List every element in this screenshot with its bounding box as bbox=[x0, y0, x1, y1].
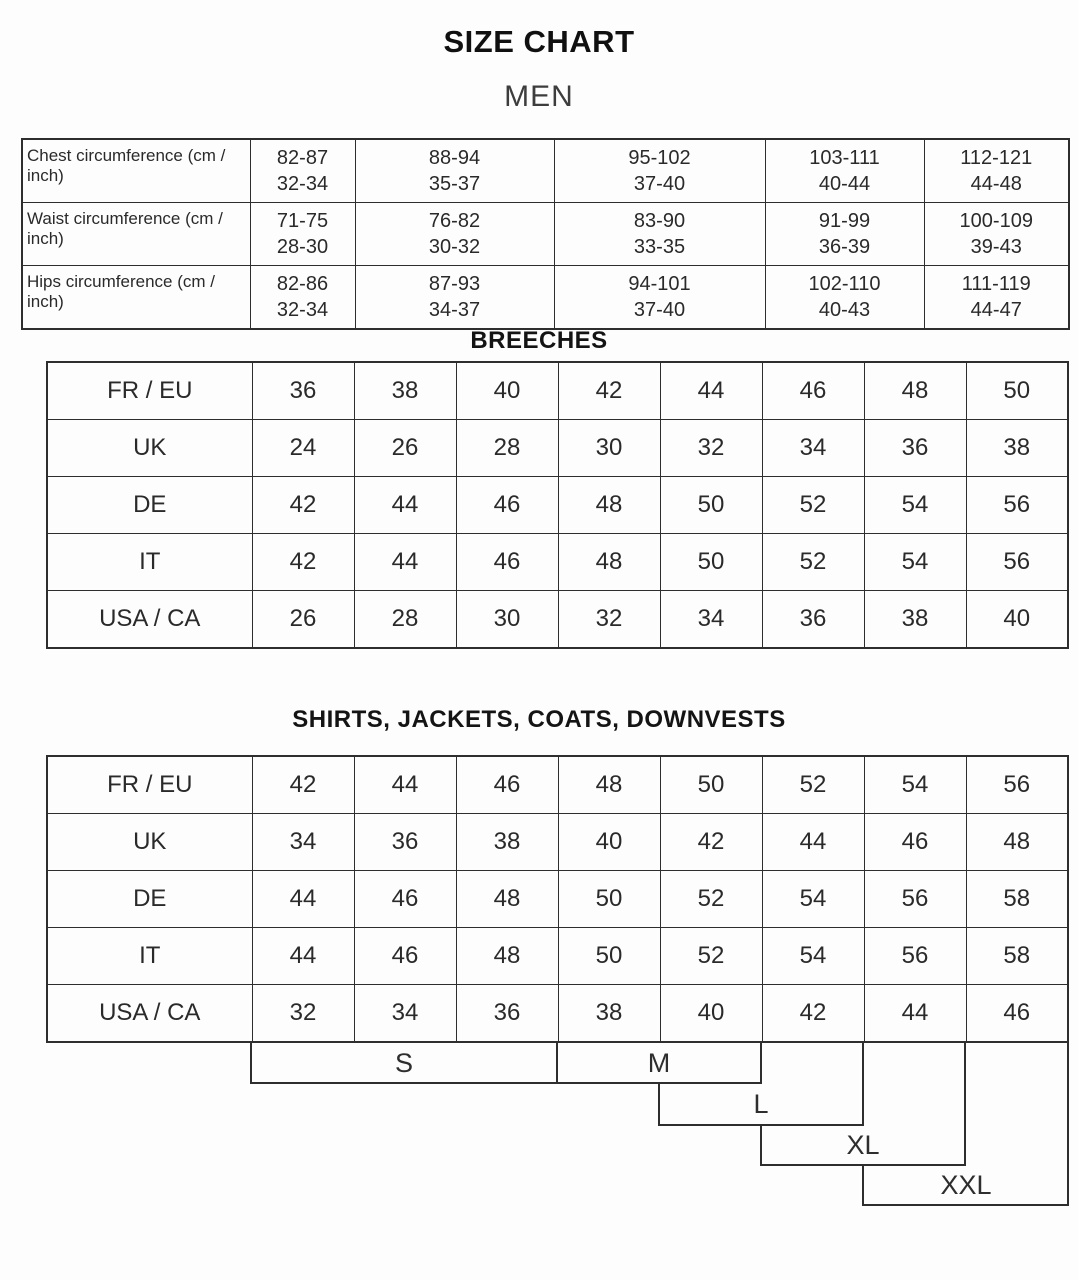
table-cell: 58 bbox=[966, 871, 1068, 928]
table-row bbox=[22, 139, 1069, 203]
table-cell: 46 bbox=[864, 814, 966, 871]
table-cell: 48 bbox=[558, 534, 660, 591]
table-cell: 112-121 44-48 bbox=[924, 139, 1069, 203]
row-label: IT bbox=[47, 928, 252, 985]
table-cell: 38 bbox=[354, 362, 456, 420]
table-cell: 91-99 36-39 bbox=[765, 203, 924, 266]
row-label: DE bbox=[47, 477, 252, 534]
page-subtitle: MEN bbox=[504, 80, 574, 113]
size-band-s-box bbox=[251, 1043, 557, 1083]
table-cell: 38 bbox=[966, 420, 1068, 477]
table-cell: 46 bbox=[762, 362, 864, 420]
table-cell: 24 bbox=[252, 420, 354, 477]
table-cell: 46 bbox=[456, 756, 558, 814]
table-cell: 52 bbox=[660, 928, 762, 985]
table-cell: 56 bbox=[966, 477, 1068, 534]
table-cell: 56 bbox=[966, 756, 1068, 814]
table-cell: 88-94 35-37 bbox=[355, 139, 554, 203]
table-cell: 103-111 40-44 bbox=[765, 139, 924, 203]
table-cell: 50 bbox=[660, 534, 762, 591]
table-cell: 56 bbox=[966, 534, 1068, 591]
table-row bbox=[47, 420, 1068, 477]
size-band-label-xxl: XXL bbox=[940, 1170, 992, 1200]
table-cell: 40 bbox=[456, 362, 558, 420]
table-cell: 71-75 28-30 bbox=[250, 203, 355, 266]
table-row bbox=[22, 203, 1069, 266]
row-label: USA / CA bbox=[47, 591, 252, 649]
table-cell: 48 bbox=[966, 814, 1068, 871]
table-cell: 48 bbox=[456, 871, 558, 928]
row-label: IT bbox=[47, 534, 252, 591]
table-cell: 58 bbox=[966, 928, 1068, 985]
table-cell: 26 bbox=[252, 591, 354, 649]
table-cell: 42 bbox=[762, 985, 864, 1043]
table-row bbox=[47, 756, 1068, 814]
table-cell: 56 bbox=[864, 928, 966, 985]
table-cell: 44 bbox=[354, 477, 456, 534]
shirts-heading: SHIRTS, JACKETS, COATS, DOWNVESTS bbox=[292, 706, 786, 733]
row-label: DE bbox=[47, 871, 252, 928]
shirts-table bbox=[46, 755, 1069, 1043]
table-cell: 34 bbox=[762, 420, 864, 477]
breeches-heading: BREECHES bbox=[470, 327, 608, 354]
table-cell: 54 bbox=[864, 477, 966, 534]
table-cell: 40 bbox=[966, 591, 1068, 649]
table-cell: 46 bbox=[456, 477, 558, 534]
table-cell: 28 bbox=[354, 591, 456, 649]
measurements-table bbox=[21, 138, 1070, 330]
table-cell: 52 bbox=[762, 477, 864, 534]
table-cell: 87-93 34-37 bbox=[355, 266, 554, 330]
table-cell: 50 bbox=[660, 756, 762, 814]
table-cell: 42 bbox=[660, 814, 762, 871]
table-cell: 44 bbox=[252, 928, 354, 985]
table-cell: 82-87 32-34 bbox=[250, 139, 355, 203]
table-cell: 48 bbox=[864, 362, 966, 420]
table-cell: 42 bbox=[252, 534, 354, 591]
table-cell: 36 bbox=[762, 591, 864, 649]
row-label: FR / EU bbox=[47, 362, 252, 420]
table-cell: 38 bbox=[456, 814, 558, 871]
table-cell: 50 bbox=[660, 477, 762, 534]
table-cell: 95-102 37-40 bbox=[554, 139, 765, 203]
table-cell: 42 bbox=[558, 362, 660, 420]
table-cell: 44 bbox=[354, 756, 456, 814]
table-cell: 34 bbox=[252, 814, 354, 871]
row-label: Waist circumference (cm / inch) bbox=[22, 203, 250, 266]
table-cell: 54 bbox=[762, 871, 864, 928]
table-row bbox=[47, 928, 1068, 985]
measurements-table-body bbox=[22, 139, 1069, 329]
size-band-m-box bbox=[557, 1043, 761, 1083]
table-cell: 28 bbox=[456, 420, 558, 477]
table-cell: 32 bbox=[660, 420, 762, 477]
table-row bbox=[47, 591, 1068, 649]
table-cell: 54 bbox=[864, 756, 966, 814]
breeches-table bbox=[46, 361, 1069, 649]
table-cell: 34 bbox=[354, 985, 456, 1043]
table-row bbox=[47, 477, 1068, 534]
table-cell: 44 bbox=[252, 871, 354, 928]
table-cell: 42 bbox=[252, 756, 354, 814]
row-label: FR / EU bbox=[47, 756, 252, 814]
table-cell: 102-110 40-43 bbox=[765, 266, 924, 330]
table-cell: 94-101 37-40 bbox=[554, 266, 765, 330]
table-cell: 32 bbox=[558, 591, 660, 649]
breeches-table-body bbox=[47, 362, 1068, 648]
table-cell: 44 bbox=[864, 985, 966, 1043]
page-title: SIZE CHART bbox=[443, 24, 635, 59]
table-cell: 32 bbox=[252, 985, 354, 1043]
table-cell: 40 bbox=[558, 814, 660, 871]
table-cell: 52 bbox=[762, 534, 864, 591]
table-cell: 50 bbox=[558, 928, 660, 985]
table-cell: 76-82 30-32 bbox=[355, 203, 554, 266]
table-row bbox=[47, 534, 1068, 591]
table-cell: 48 bbox=[456, 928, 558, 985]
table-cell: 38 bbox=[864, 591, 966, 649]
row-label: UK bbox=[47, 420, 252, 477]
table-cell: 30 bbox=[456, 591, 558, 649]
table-cell: 111-119 44-47 bbox=[924, 266, 1069, 330]
table-cell: 50 bbox=[558, 871, 660, 928]
table-cell: 54 bbox=[762, 928, 864, 985]
table-row bbox=[47, 362, 1068, 420]
table-cell: 36 bbox=[252, 362, 354, 420]
table-row bbox=[47, 985, 1068, 1043]
row-label: USA / CA bbox=[47, 985, 252, 1043]
table-cell: 30 bbox=[558, 420, 660, 477]
row-label: Chest circumference (cm / inch) bbox=[22, 139, 250, 203]
table-cell: 44 bbox=[762, 814, 864, 871]
table-cell: 52 bbox=[660, 871, 762, 928]
table-row bbox=[47, 871, 1068, 928]
table-cell: 50 bbox=[966, 362, 1068, 420]
size-band-label-m: M bbox=[647, 1048, 671, 1078]
table-cell: 26 bbox=[354, 420, 456, 477]
table-cell: 46 bbox=[966, 985, 1068, 1043]
table-cell: 83-90 33-35 bbox=[554, 203, 765, 266]
table-cell: 82-86 32-34 bbox=[250, 266, 355, 330]
table-cell: 46 bbox=[354, 928, 456, 985]
table-cell: 36 bbox=[354, 814, 456, 871]
size-band-label-s: S bbox=[394, 1048, 414, 1078]
table-cell: 44 bbox=[660, 362, 762, 420]
table-cell: 36 bbox=[456, 985, 558, 1043]
table-cell: 38 bbox=[558, 985, 660, 1043]
shirts-table-body bbox=[47, 756, 1068, 1042]
table-cell: 42 bbox=[252, 477, 354, 534]
table-cell: 46 bbox=[456, 534, 558, 591]
table-cell: 34 bbox=[660, 591, 762, 649]
table-cell: 44 bbox=[354, 534, 456, 591]
table-cell: 48 bbox=[558, 477, 660, 534]
size-band-l-box bbox=[659, 1043, 863, 1125]
table-cell: 56 bbox=[864, 871, 966, 928]
table-cell: 54 bbox=[864, 534, 966, 591]
table-row bbox=[47, 814, 1068, 871]
row-label: Hips circumference (cm / inch) bbox=[22, 266, 250, 330]
table-cell: 52 bbox=[762, 756, 864, 814]
table-cell: 40 bbox=[660, 985, 762, 1043]
size-band-xxl-box bbox=[863, 1043, 1068, 1205]
size-band-label-xl: XL bbox=[846, 1130, 880, 1160]
row-label: UK bbox=[47, 814, 252, 871]
table-cell: 46 bbox=[354, 871, 456, 928]
table-cell: 48 bbox=[558, 756, 660, 814]
table-cell: 36 bbox=[864, 420, 966, 477]
size-band-label-l: L bbox=[753, 1089, 769, 1119]
table-row bbox=[22, 266, 1069, 330]
table-cell: 100-109 39-43 bbox=[924, 203, 1069, 266]
size-band-xl-box bbox=[761, 1043, 965, 1165]
